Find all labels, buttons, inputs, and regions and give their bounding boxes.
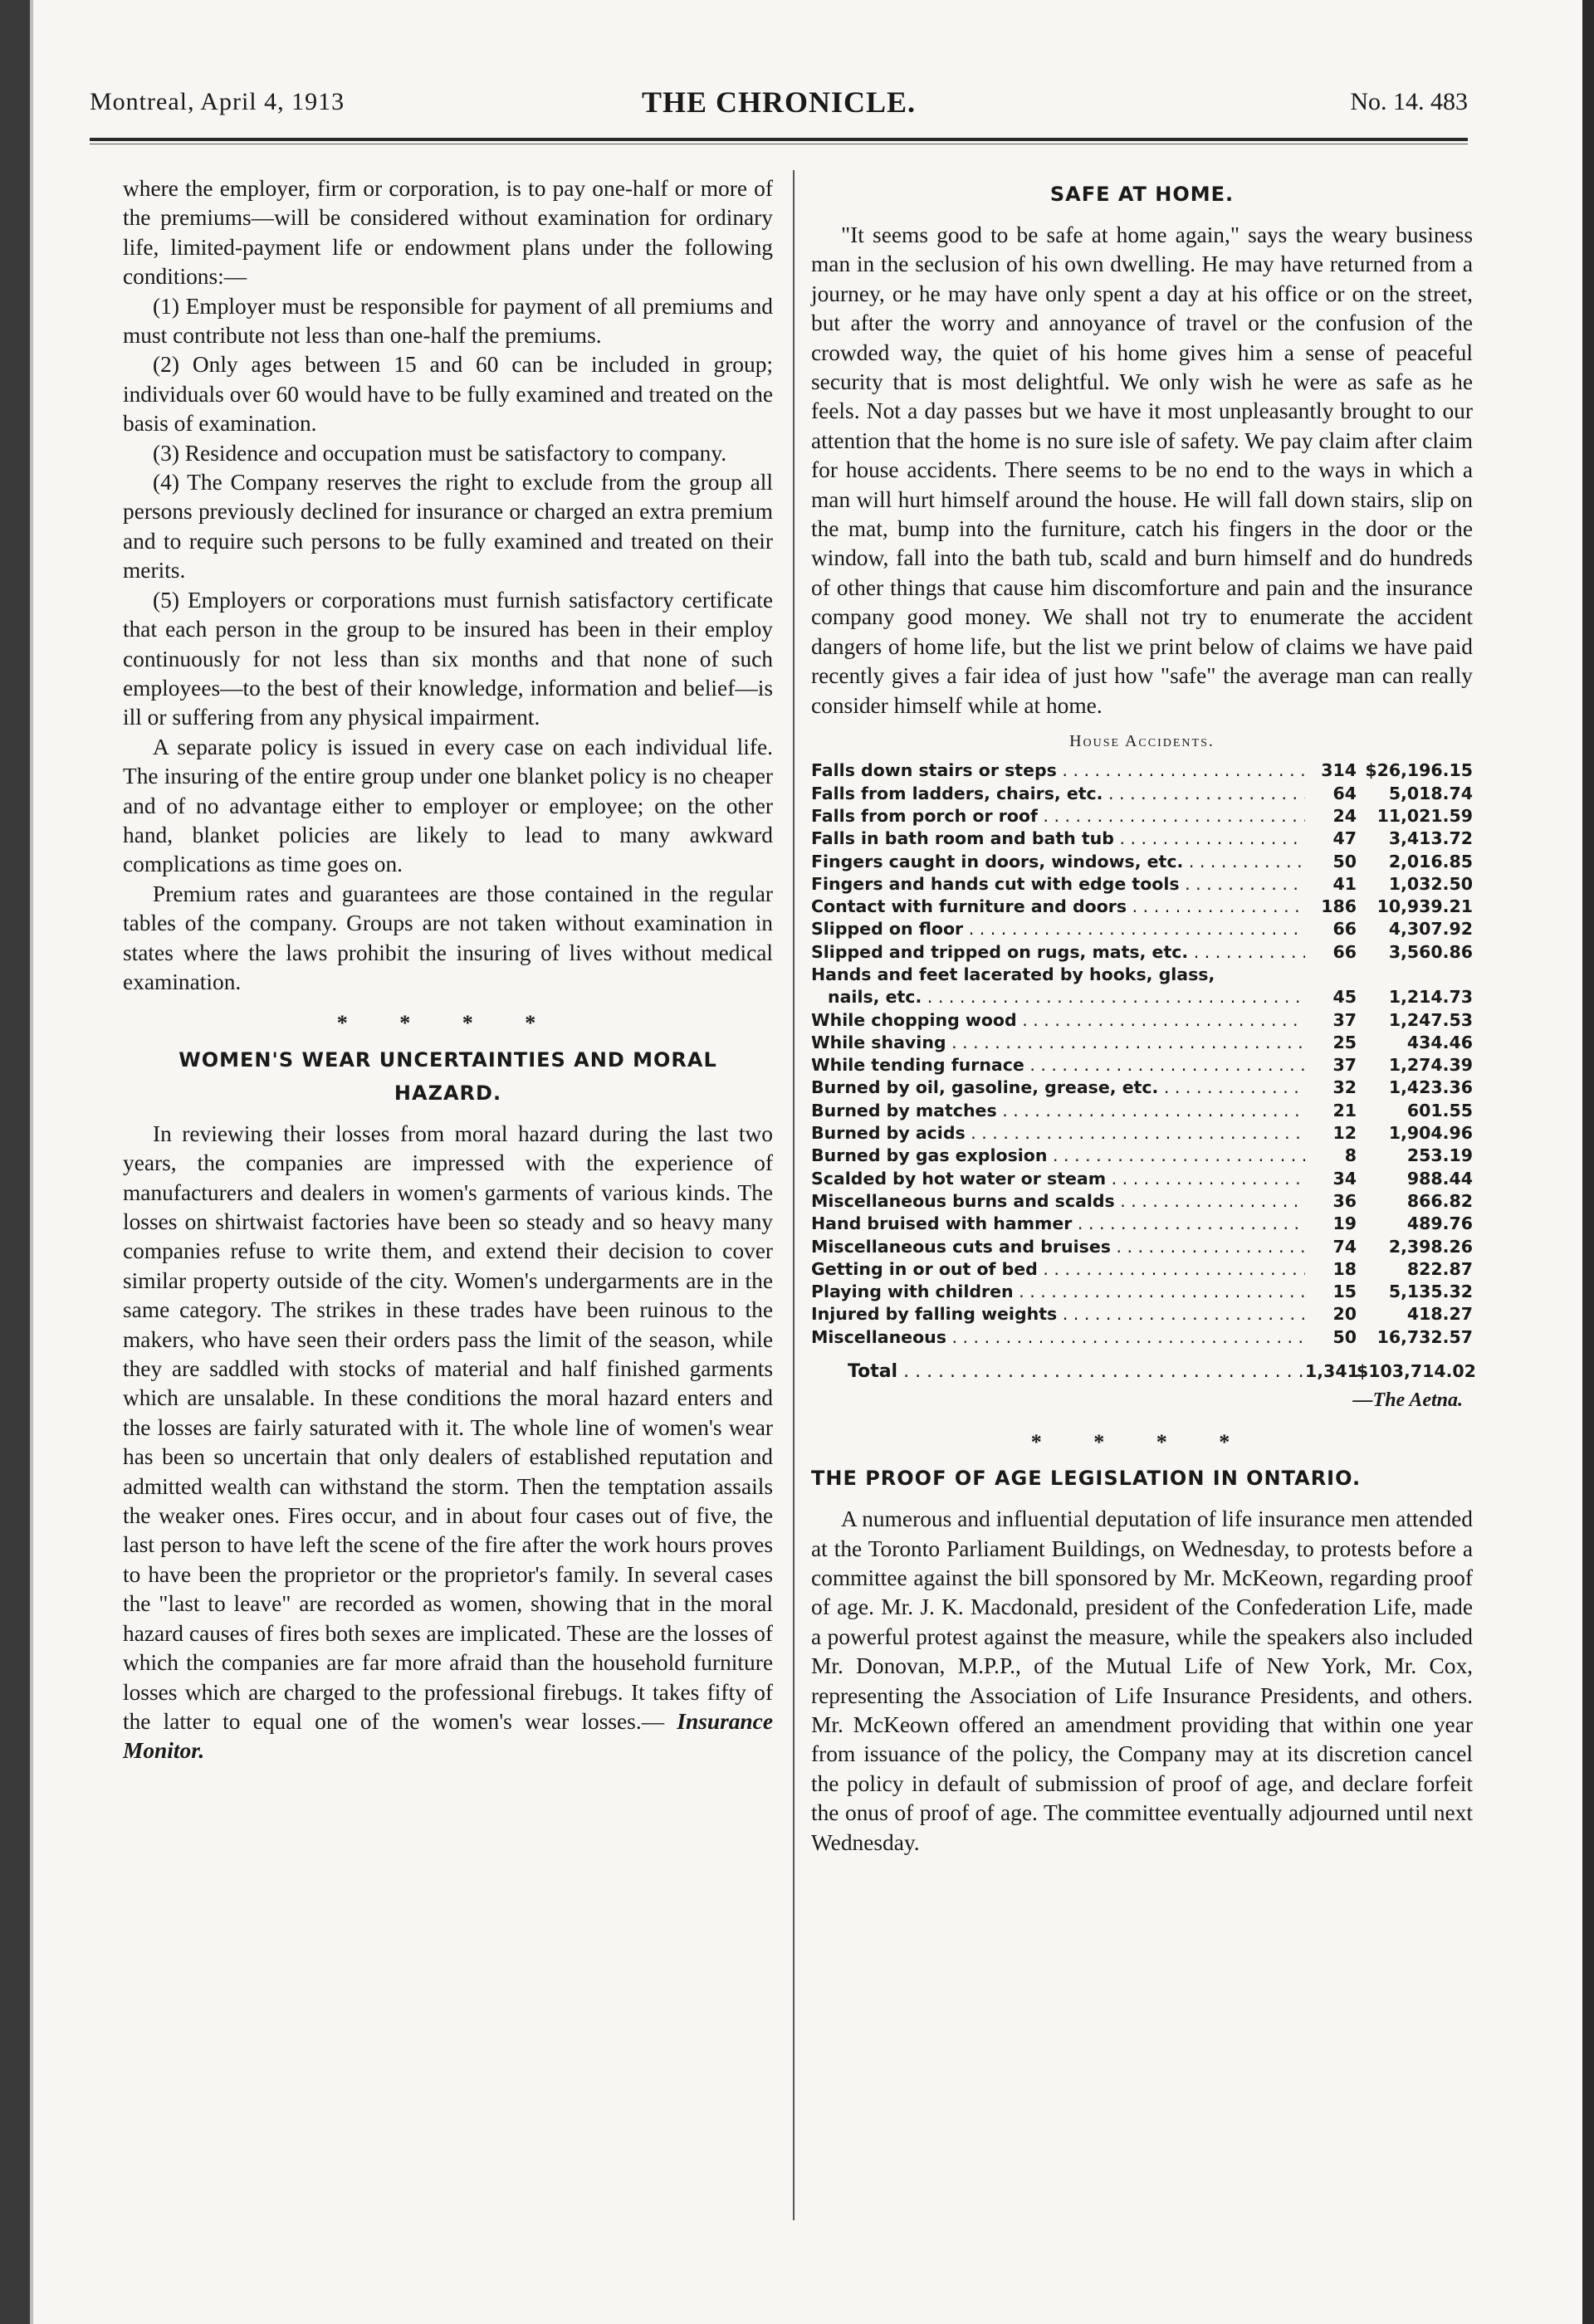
table-row — [811, 805, 1473, 828]
row-label: Miscellaneous cuts and bruises . . . — [811, 1236, 1305, 1258]
row-count: 12 — [1332, 1123, 1357, 1144]
row-amount: 3,560.86 — [1388, 941, 1473, 962]
row-label: Fingers caught in doors, windows, etc. . . . — [811, 851, 1305, 873]
table-row — [811, 1168, 1473, 1190]
row-amount: 1,274.39 — [1388, 1055, 1473, 1076]
row-count: 18 — [1332, 1258, 1357, 1279]
moral-hazard-text: In reviewing their losses from moral hazard during the last two years, the companies are impressed with the experience of manufacturers and dealers in women's garments of various kinds. The losses on shirtwaist factories have been so steady and so heavy many companies refuse to write them, and extend their decision to cover similar property outside of the city. Women's undergarments are in the same category. The strikes in these trades have been ruinous to the makers, who have seen their orders pass the limit of the season, while they are saddled with stocks of material and half finished garments which are unsalable. In these conditions the moral hazard enters and the losses are fairly saturated with it. The whole line of women's wear has been so uncertain that only dealers of established reputation and admitted wealth can withstand the storm. Then the temptation assails the weaker ones. Fires occur, and in about four cases out of five, the last person to have left the scene of the fire after the work hours proves to have been the proprietor or the proprietor's family. In several cases the "last to leave" are recorded as women, showing that in the moral hazard causes of fires both sexes are implicated. These are the losses of which the companies are far more afraid than the household furniture losses which are charged to the professional firebugs. It takes fifty of the latter to equal one of the women's wear losses.— — [123, 1120, 773, 1734]
page-header — [90, 81, 1468, 131]
paragraph-moral-hazard — [123, 1120, 773, 1766]
row-label: Falls from ladders, chairs, etc. . . . — [811, 783, 1305, 805]
row-label: Playing with children . . . — [811, 1281, 1305, 1303]
row-label: Hands and feet lacerated by hooks, glass, — [811, 964, 1215, 984]
condition-1: (1) Employer must be responsible for payment of all premiums and must contribute not less than one-half the premiums. — [123, 293, 773, 349]
row-amount: 16,732.57 — [1376, 1326, 1473, 1347]
row-count: 66 — [1332, 941, 1357, 962]
section-separator-stars: * * * * — [336, 1011, 560, 1036]
row-count: 36 — [1332, 1190, 1357, 1211]
row-amount: 434.46 — [1406, 1032, 1473, 1052]
table-row — [811, 918, 1473, 940]
table-row — [811, 1145, 1473, 1167]
paragraph-premium-rates: Premium rates and guarantees are those contained in the regular tables of the company. Groups are not taken without examination in states where the laws prohibit the insuring of lives without medical examination. — [123, 881, 773, 994]
row-amount: 1,423.36 — [1388, 1077, 1473, 1098]
row-label: Burned by matches . . . — [811, 1100, 1305, 1122]
row-label: Falls down stairs or steps . . . — [811, 759, 1305, 782]
paragraph-proof-of-age: A numerous and influential deputation of life insurance men attended at the Toronto Parliament Buildings, on Wednesday, to protests before a committee against the bill sponsored by Mr. McKeown, regarding proof of age. Mr. J. K. Macdonald, president of the Confederation Life, made a powerful protest against the measure, while the speakers also included Mr. Donovan, M.P.P., of the Mutual Life of New York, Mr. Cox, representing the Association of Life Insurance Presidents, and others. Mr. McKeown offered an amendment providing that within one year from issuance of the policy, the Company may at its discretion cancel the policy in default of submission of proof of age, and declare forfeit the onus of proof of age. The committee eventually adjourned until next Wednesday. — [811, 1506, 1473, 1855]
row-count: 45 — [1332, 987, 1357, 1008]
row-amount: 11,021.59 — [1376, 805, 1473, 826]
condition-2: (2) Only ages between 15 and 60 can be included in group; individuals over 60 would have to be fully examined and treated on the basis of examination. — [123, 352, 773, 437]
header-date: Montreal, April 4, 1913 — [90, 88, 345, 115]
section-separator-stars-right: * * * * — [1030, 1429, 1254, 1454]
row-amount: $26,196.15 — [1365, 760, 1473, 781]
row-label: While chopping wood . . . — [811, 1009, 1305, 1032]
row-amount: 3,413.72 — [1388, 828, 1473, 849]
article-source: Insurance Monitor. — [123, 1708, 773, 1764]
row-count: 41 — [1332, 873, 1357, 894]
header-title: THE CHRONICLE. — [641, 85, 917, 119]
total-label: Total . . . — [811, 1360, 1305, 1383]
row-label: Miscellaneous burns and scalds . . . — [811, 1190, 1305, 1213]
row-count: 24 — [1332, 805, 1357, 826]
row-label: While shaving . . . — [811, 1032, 1305, 1054]
row-amount: 601.55 — [1406, 1100, 1473, 1120]
row-label: Scalded by hot water or steam . . . — [811, 1168, 1305, 1190]
article-heading-womens-wear: WOMEN'S WEAR UNCERTAINTIES AND MORAL HAZARD. — [178, 1047, 717, 1105]
table-row — [811, 1213, 1473, 1235]
table-row — [811, 986, 1473, 1008]
row-count: 50 — [1332, 1326, 1357, 1347]
table-total-row — [811, 1360, 1476, 1383]
condition-3: (3) Residence and occupation must be satisfactory to company. — [153, 440, 727, 466]
table-row — [811, 1077, 1473, 1099]
table-row — [811, 873, 1473, 896]
row-label: Falls from porch or roof . . . — [811, 805, 1305, 828]
house-accidents-table — [811, 759, 1476, 1383]
total-amount: $103,714.02 — [1357, 1361, 1476, 1382]
row-count: 34 — [1332, 1168, 1357, 1189]
table-row — [811, 896, 1473, 918]
row-count: 47 — [1332, 828, 1357, 849]
row-amount: 5,018.74 — [1388, 783, 1473, 803]
row-label: Burned by oil, gasoline, grease, etc. . . . — [811, 1077, 1305, 1099]
row-count: 64 — [1332, 783, 1357, 803]
right-column — [811, 174, 1476, 1858]
table-row — [811, 1326, 1473, 1349]
paragraph-separate-policy: A separate policy is issued in every case on each individual life. The insuring of the entire group under one blanket policy is no cheaper and of no advantage either to employer or employee; on the other hand, blanket policies are likely to lead to many awkward complications as time goes on. — [123, 734, 773, 877]
article-heading-safe-at-home: SAFE AT HOME. — [1049, 183, 1235, 206]
table-row — [811, 1303, 1473, 1326]
row-count: 186 — [1321, 896, 1357, 917]
column-divider — [793, 170, 795, 2220]
row-count: 37 — [1332, 1009, 1357, 1030]
table-row — [811, 1054, 1473, 1077]
condition-5: (5) Employers or corporations must furnish satisfactory certificate that each person in the group to be insured has been in their employ continuously for not less than six months and that none of such employees—to the best of their knowledge, information and belief—is ill or suffering from any physical impairment. — [123, 587, 773, 730]
row-label: Hand bruised with hammer . . . — [811, 1213, 1305, 1235]
row-count: 25 — [1332, 1032, 1357, 1052]
condition-4: (4) The Company reserves the right to exclude from the group all persons previously declined for insurance or charged an extra premium and to require such persons to be fully examined and treated on their merits. — [123, 470, 773, 583]
row-amount: 988.44 — [1406, 1168, 1473, 1189]
row-amount: 1,032.50 — [1388, 873, 1473, 894]
table-row — [811, 828, 1473, 850]
row-label: Getting in or out of bed . . . — [811, 1258, 1305, 1281]
table-row — [811, 783, 1473, 805]
table-row — [811, 1009, 1473, 1032]
left-column — [123, 174, 773, 1766]
row-count: 19 — [1332, 1213, 1357, 1234]
table-row — [811, 964, 1473, 986]
table-row — [811, 851, 1473, 873]
total-count: 1,341 — [1305, 1361, 1359, 1382]
table-row — [811, 1236, 1473, 1258]
row-count: 66 — [1332, 919, 1357, 940]
row-count: 74 — [1332, 1236, 1357, 1257]
article-heading-proof-of-age: THE PROOF OF AGE LEGISLATION IN ONTARIO. — [811, 1467, 1362, 1491]
table-row — [811, 1100, 1473, 1122]
row-count: 50 — [1332, 851, 1357, 872]
table-row — [811, 759, 1473, 782]
row-count: 21 — [1332, 1100, 1357, 1120]
row-amount: 489.76 — [1406, 1213, 1473, 1234]
row-label: Slipped on floor . . . — [811, 918, 1305, 940]
row-amount: 1,904.96 — [1388, 1123, 1473, 1144]
row-count: 37 — [1332, 1055, 1357, 1076]
row-label: Falls in bath room and bath tub . . . — [811, 828, 1305, 850]
row-label: nails, etc. . . . — [811, 986, 1305, 1008]
scan-border-right — [1582, 0, 1594, 2324]
row-label: Contact with furniture and doors . . . — [811, 896, 1305, 918]
row-label: Burned by gas explosion . . . — [811, 1145, 1305, 1167]
row-label: Fingers and hands cut with edge tools . . . — [811, 873, 1305, 896]
row-label: Miscellaneous . . . — [811, 1326, 1305, 1349]
row-label: Injured by falling weights . . . — [811, 1303, 1305, 1326]
table-caption: House Accidents. — [1069, 731, 1215, 750]
row-amount: 418.27 — [1406, 1304, 1473, 1325]
row-amount: 253.19 — [1406, 1145, 1473, 1166]
header-page-number: No. 14. 483 — [1350, 88, 1468, 115]
row-amount: 822.87 — [1406, 1258, 1473, 1279]
row-amount: 866.82 — [1406, 1190, 1473, 1211]
row-count: 314 — [1321, 760, 1357, 781]
row-amount: 1,247.53 — [1388, 1009, 1473, 1030]
paragraph-safe-at-home: "It seems good to be safe at home again," says the weary business man in the seclusion of his own dwelling. He may have returned from a journey, or he may have only spent a day at his office or on the street, but after the worry and annoyance of travel or the confusion of the crowded way, the quiet of his home gives him a sense of peaceful security that is most delightful. We only wish he were as safe as he feels. Not a day passes but we have it most unpleasantly brought to our attention that the home is no sure isle of safety. We pay claim after claim for house accidents. There seems to be no end to the ways in which a man will hurt himself around the house. He will fall down stairs, slip on the mat, bump into the furniture, catch his fingers in the door or the window, fall into the bath tub, scald and burn himself and do hundreds of other things that cause him discomforture and pain and the insurance company good money. We shall not try to enumerate the accident dangers of home life, but the list we print below of claims we have paid recently gives a fair idea of just how "safe" the average man can really consider himself while at home. — [811, 222, 1473, 718]
table-row — [811, 1032, 1473, 1054]
table-row — [811, 1258, 1473, 1281]
row-amount: 4,307.92 — [1388, 919, 1473, 940]
row-count: 8 — [1344, 1145, 1357, 1166]
row-amount: 2,398.26 — [1388, 1236, 1473, 1257]
table-row — [811, 1122, 1473, 1145]
row-amount: 5,135.32 — [1388, 1282, 1473, 1302]
row-amount: 2,016.85 — [1388, 851, 1473, 872]
table-row — [811, 1190, 1473, 1213]
header-rule — [90, 138, 1468, 141]
row-amount: 1,214.73 — [1388, 987, 1473, 1008]
newspaper-page — [33, 0, 1582, 2324]
row-label: Burned by acids . . . — [811, 1122, 1305, 1145]
row-count: 32 — [1332, 1077, 1357, 1098]
paragraph-group-insurance: where the employer, firm or corporation, is to pay one-half or more of the premiums—will be considered without examination for ordinary life, limited-payment life or endowment plans under the following conditions:— — [123, 176, 773, 290]
scan-border-left — [0, 0, 30, 2324]
row-label: Slipped and tripped on rugs, mats, etc. . . . — [811, 941, 1305, 964]
row-count: 20 — [1332, 1304, 1357, 1325]
row-label: While tending furnace . . . — [811, 1054, 1305, 1077]
row-amount: 10,939.21 — [1376, 896, 1473, 917]
table-source: —The Aetna. — [1352, 1389, 1463, 1412]
table-row — [811, 941, 1473, 964]
table-row — [811, 1281, 1473, 1303]
row-count: 15 — [1332, 1282, 1357, 1302]
